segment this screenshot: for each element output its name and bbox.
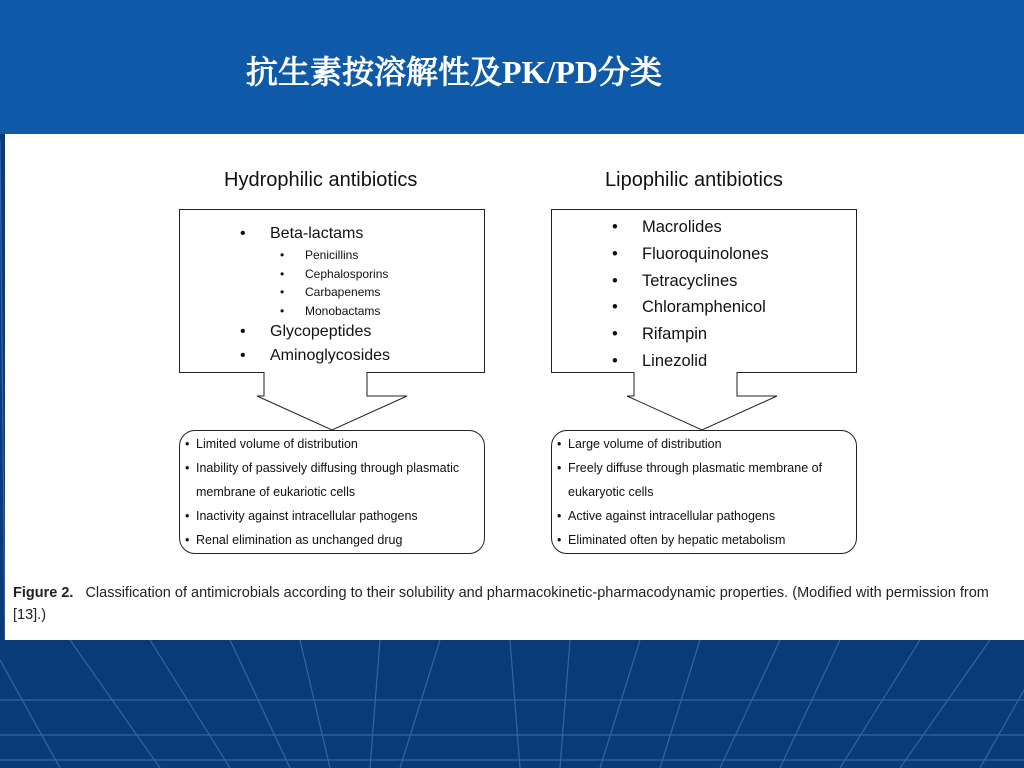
- sub-class-item: • Cephalosporins: [180, 265, 484, 284]
- class-item: • Macrolides: [552, 214, 856, 241]
- lipophilic-properties-list: [552, 432, 856, 552]
- property-item: • Inactivity against intracellular pathogens: [180, 504, 484, 528]
- sub-class-group: [180, 246, 484, 320]
- class-item: • Rifampin: [552, 321, 856, 348]
- hydrophilic-properties-box: [179, 430, 485, 554]
- class-item: [180, 344, 484, 368]
- figure-panel: [5, 134, 1024, 640]
- class-item: • Tetracyclines: [552, 268, 856, 295]
- class-label: Aminoglycosides: [270, 347, 391, 364]
- class-label: Beta-lactams: [270, 225, 364, 242]
- lipophilic-down-arrow: [625, 372, 785, 432]
- sub-class-item: • Penicillins: [180, 246, 484, 265]
- property-item: • Renal elimination as unchanged drug: [180, 528, 484, 552]
- class-item: • Chloramphenicol: [552, 294, 856, 321]
- sub-class-list: [180, 246, 484, 320]
- class-item: [180, 222, 484, 246]
- lipophilic-properties-box: [551, 430, 857, 554]
- property-item-continuation: membrane of eukariotic cells: [196, 485, 356, 499]
- class-item: [180, 320, 484, 344]
- hydrophilic-class-list: [180, 222, 484, 368]
- lipophilic-class-list: [552, 214, 856, 375]
- title-bar: [0, 0, 1024, 134]
- property-item: • Freely diffuse through plasmatic membrane of: [552, 456, 856, 480]
- hydrophilic-class-box: [179, 209, 485, 373]
- slide-title: 抗生素按溶解性及PK/PD分类: [246, 54, 662, 90]
- property-item: • Inability of passively diffusing through plasmatic: [180, 456, 484, 480]
- property-item: • Active against intracellular pathogens: [552, 504, 856, 528]
- property-item: • Eliminated often by hepatic metabolism: [552, 528, 856, 552]
- class-item: • Fluoroquinolones: [552, 241, 856, 268]
- hydrophilic-heading: Hydrophilic antibiotics: [224, 169, 418, 191]
- sub-class-item: • Monobactams: [180, 302, 484, 321]
- class-label: Glycopeptides: [270, 323, 372, 340]
- hydrophilic-properties-list: [180, 432, 484, 552]
- lipophilic-heading: Lipophilic antibiotics: [605, 169, 783, 191]
- caption-label: Figure 2.: [13, 585, 74, 601]
- property-item-continuation: eukaryotic cells: [568, 485, 654, 499]
- property-item: • Large volume of distribution: [552, 432, 856, 456]
- class-item: • Linezolid: [552, 348, 856, 375]
- lipophilic-class-box: [551, 209, 857, 373]
- figure-caption: [13, 582, 1023, 626]
- property-item: • Limited volume of distribution: [180, 432, 484, 456]
- sub-class-item: • Carbapenems: [180, 283, 484, 302]
- caption-text: Classification of antimicrobials according to their solubility and pharmacokinetic-pharmacodynamic properties. (Modified with permission from [13].): [13, 585, 989, 623]
- hydrophilic-down-arrow: [255, 372, 415, 432]
